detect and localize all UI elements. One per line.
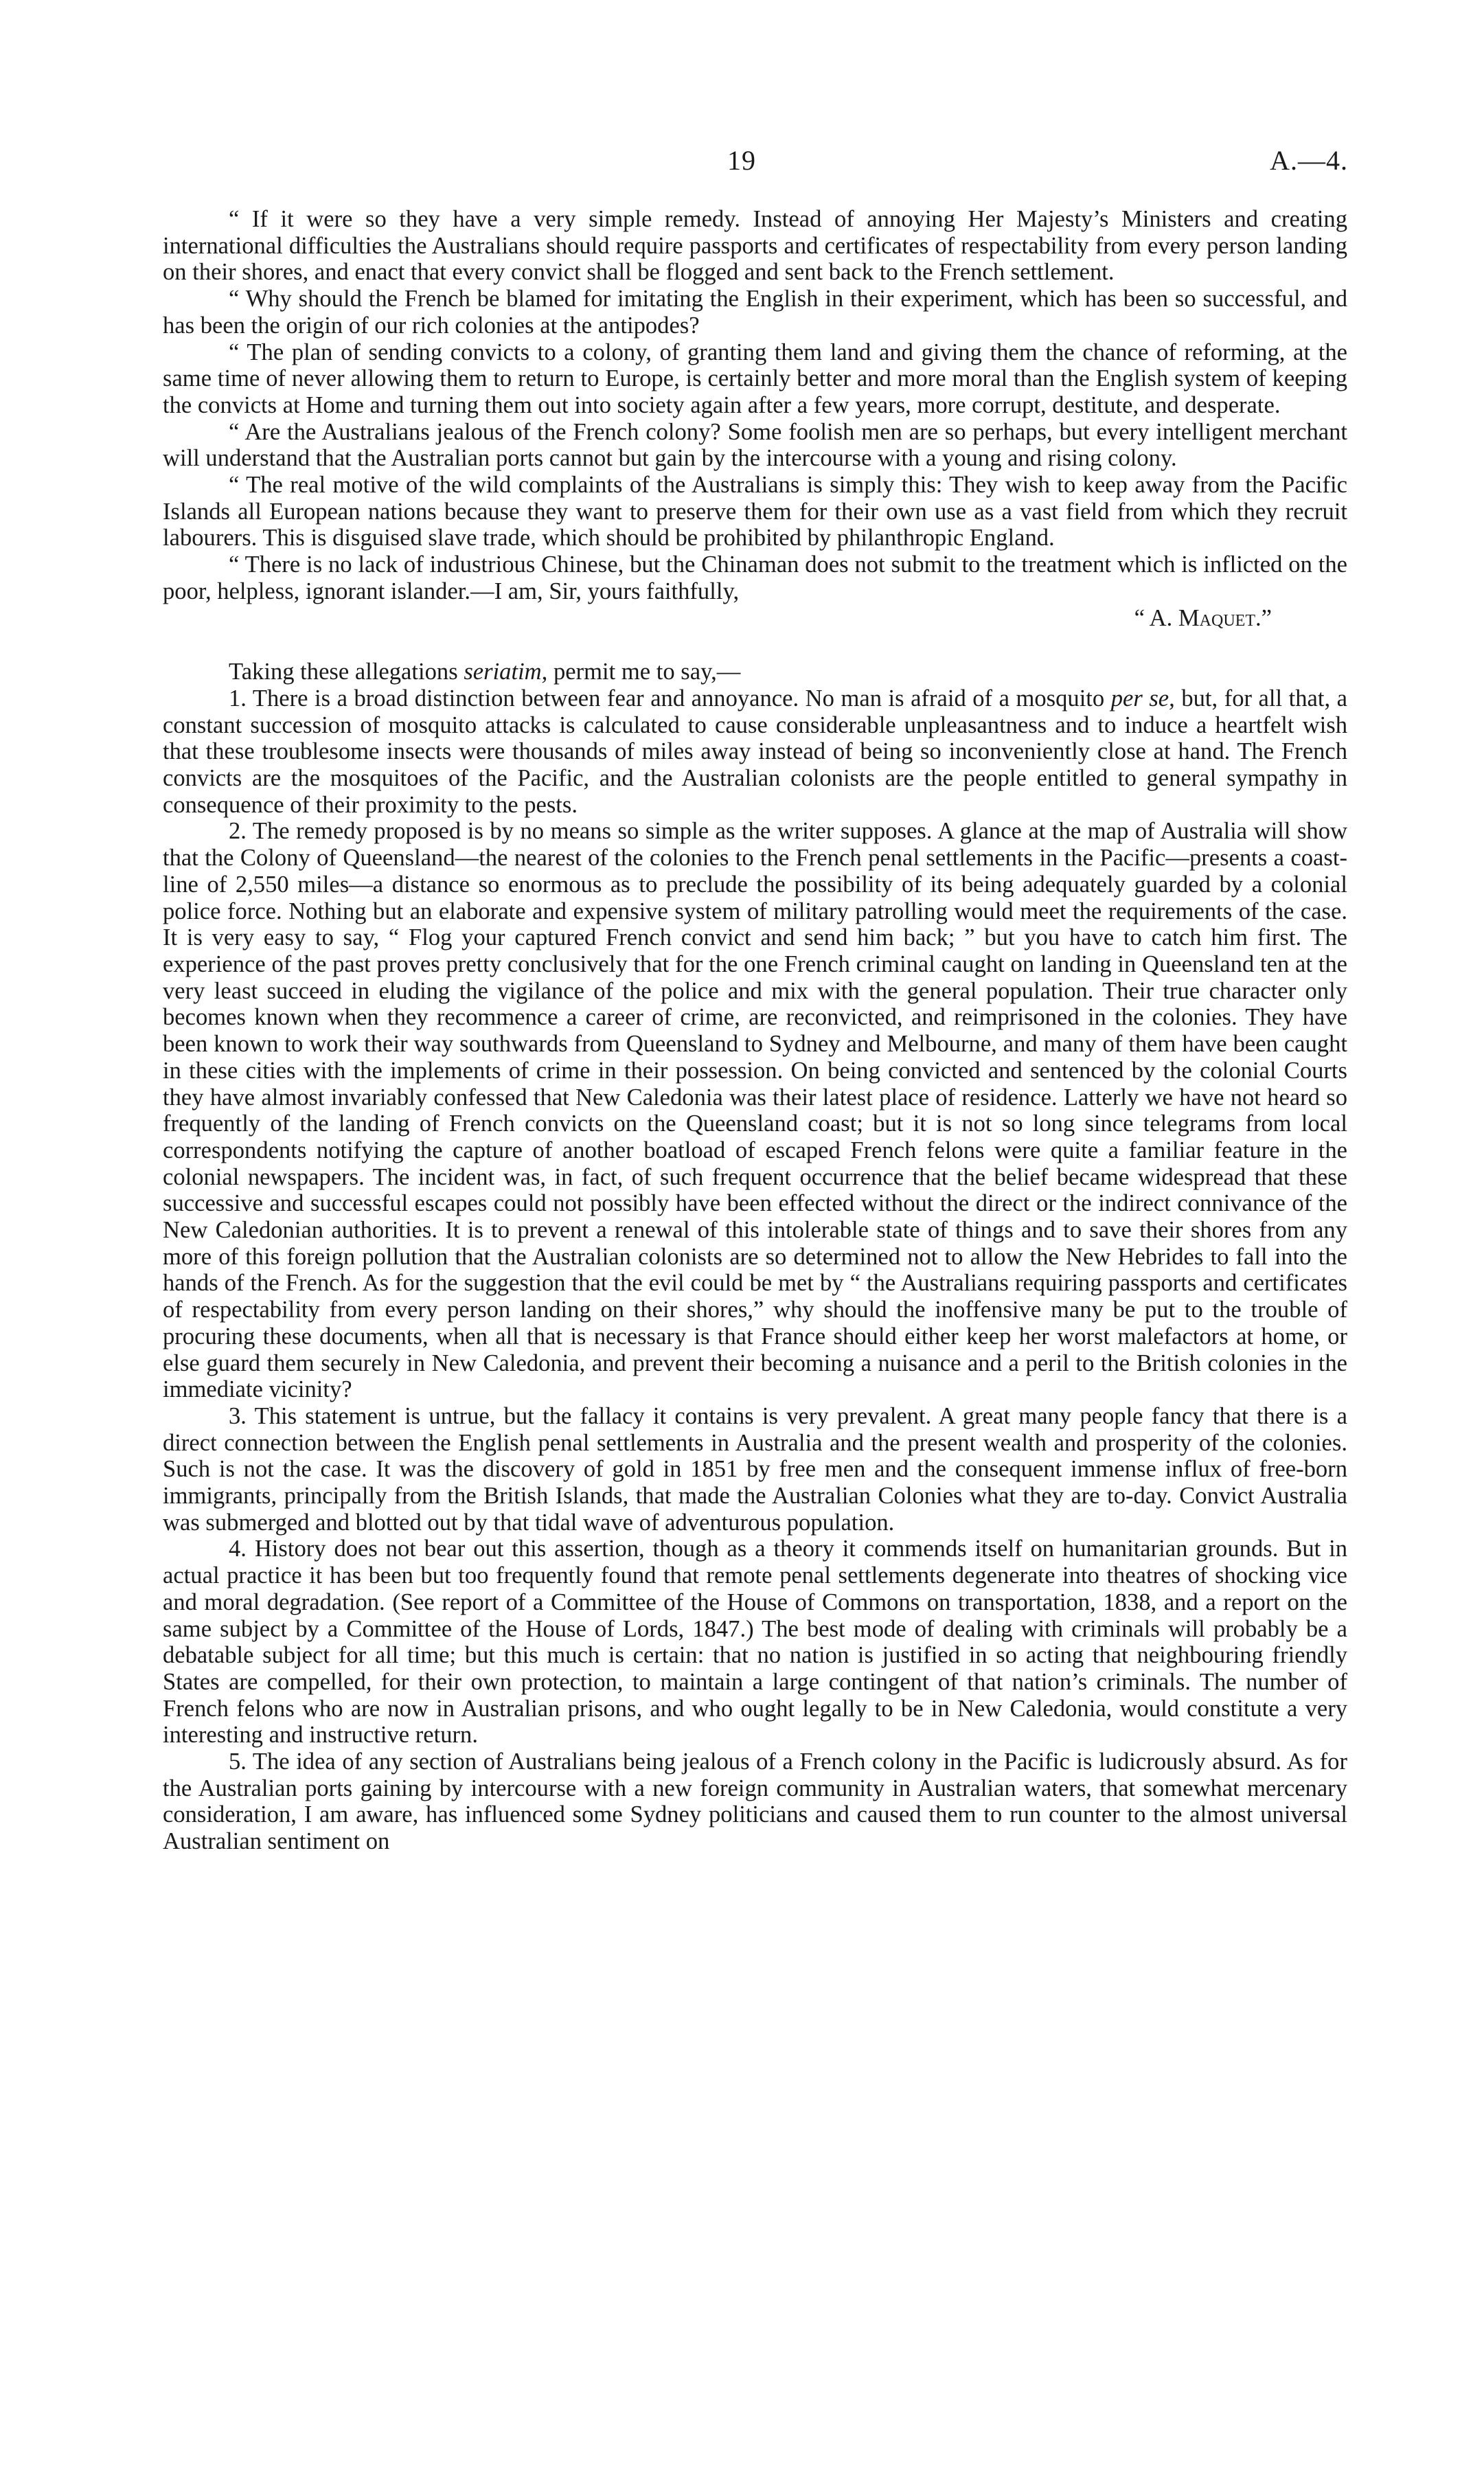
point-2: 2. The remedy proposed is by no means so simple as the writer supposes. A glance at the map of Australia will show that the Colony of Queensland—the nearest of the colonies to the French penal settlements in the Pacific—presents a coast-line of 2,550 miles—a distance so enormous as to preclude the possibility of its being adequately guarded by a colonial police force. Nothing but an elaborate and expensive system of military patrolling would meet the requirements of the case. It is very easy to say, “ Flog your captured French convict and send him back; ” but you have to catch him first. The experience of the past proves pretty conclusively that for the one French criminal caught on landing in Queensland ten at the very least succeed in eluding the vigilance of the police and mix with the general population. Their true character only becomes known when they recommence a career of crime, are reconvicted, and reimprisoned in the colonies. They have been known to work their way southwards from Queensland to Sydney and Melbourne, and many of them have been caught in these cities with the implements of crime in their possession. On being convicted and sentenced by the colonial Courts they have almost invariably confessed that New Caledonia was their latest place of residence. Latterly we have not heard so frequently of the landing of French convicts on the Queensland coast; but it is not so long since telegrams from local correspondents notifying the capture of another boatload of escaped French felons were quite a familiar feature in the colonial newspapers. The incident was, in fact, of such frequent occurrence that the belief became widespread that these successive and successful escapes could not possibly have been effected without the direct or the indirect connivance of the New Caledonian authorities. It is to prevent a renewal of this intolerable state of things and to save their shores from any more of this foreign pollution that the Australian colonists are so determined not to allow the New Hebrides to fall into the hands of the French. As for the suggestion that the evil could be met by “ the Australians requiring passports and certificates of respectability from every person landing on their shores,” why should the inoffensive many be put to the trouble of procuring these documents, when all that is necessary is that France should either keep her worst malefactors at home, or else guard them securely in New Caledonia, and prevent their becoming a nuisance and a peril to the British colonies in the immediate vicinity? bbox=[163, 818, 1347, 1403]
point-1-rest: but, for all that, a constant succession of mosquito attacks is calculated to cause considerable unpleasantness and to induce a heartfelt wish that these troublesome insects were thousands of miles away instead of being so inconveniently close at hand. The French convicts are the mosquitoes of the Pacific, and the Australian colonists are the people entitled to general sympathy in consequence of their proximity to the pests. bbox=[163, 685, 1348, 818]
quote-paragraph: “ Are the Australians jealous of the French colony? Some foolish men are so perhaps, but every intelligent merchant will understand that the Australian ports cannot but gain by the intercourse with a young and rising colony. bbox=[163, 418, 1347, 472]
point-5: 5. The idea of any section of Australians being jealous of a French colony in the Pacific is ludicrously absurd. As for the Australian ports gaining by intercourse with a new foreign community in Australian waters, that somewhat mercenary consideration, I am aware, has influenced some Sydney politicians and caused them to run counter to the almost universal Australian sentiment on bbox=[163, 1749, 1347, 1855]
quote-paragraph: “ If it were so they have a very simple remedy. Instead of annoying Her Majesty’s Ministers and creating international difficulties the Australians should require passports and certificates of respectability from every person landing on their shores, and enact that every convict shall be flogged and sent back to the French settlement. bbox=[163, 206, 1347, 286]
quote-paragraph: “ The plan of sending convicts to a colony, of granting them land and giving them the chance of reforming, at the same time of never allowing them to return to Europe, is certainly better and more moral than the English system of keeping the convicts at Home and turning them out into society again after a few years, more corrupt, destitute, and desperate. bbox=[163, 339, 1347, 418]
signature-text: “ A. Maquet.” bbox=[1134, 604, 1272, 631]
quote-paragraph: “ Why should the French be blamed for imitating the English in their experiment, which has been so successful, and has been the origin of our rich colonies at the antipodes? bbox=[163, 286, 1347, 339]
point-1 bbox=[163, 685, 1347, 819]
quote-paragraph: “ The real motive of the wild complaints of the Australians is simply this: They wish to keep away from the Pacific Islands all European nations because they want to preserve them for their own use as a vast field from which they recruit labourers. This is disguised slave trade, which should be prohibited by philanthropic England. bbox=[163, 472, 1347, 551]
body-text bbox=[163, 206, 1347, 1855]
letter-signature bbox=[163, 605, 1347, 632]
point-3: 3. This statement is untrue, but the fallacy it contains is very prevalent. A great many people fancy that there is a direct connection between the English penal settlements in Australia and the present wealth and prosperity of the colonies. Such is not the case. It was the discovery of gold in 1851 by free men and the consequent immense influx of free-born immigrants, principally from the British Islands, that made the Australian Colonies what they are to-day. Convict Australia was submerged and blotted out by that tidal wave of adventurous population. bbox=[163, 1402, 1347, 1536]
intro-text: Taking these allegations bbox=[229, 659, 464, 685]
response-intro bbox=[163, 659, 1347, 685]
page-number: 19 bbox=[727, 145, 756, 176]
point-1-italic: per se, bbox=[1110, 685, 1175, 711]
intro-text-end: permit me to say,— bbox=[547, 659, 741, 685]
point-4: 4. History does not bear out this assertion, though as a theory it commends itself on humanitarian grounds. But in actual practice it has been but too frequently found that remote penal settlements degenerate into theatres of shocking vice and moral degradation. (See report of a Committee of the House of Commons on transportation, 1838, and a report on the same subject by a Committee of the House of Lords, 1847.) The best mode of dealing with criminals will probably be a debatable subject for all time; but this much is certain: that no nation is justified in so acting that neighbouring friendly States are compelled, for their own protection, to maintain a large contingent of that nation’s criminals. The number of French felons who are now in Australian prisons, and who ought legally to be in New Caledonia, would constitute a very interesting and instructive return. bbox=[163, 1536, 1347, 1749]
document-reference: A.—4. bbox=[1270, 145, 1348, 176]
intro-italic: seriatim, bbox=[464, 659, 548, 685]
quote-paragraph: “ There is no lack of industrious Chinese, but the Chinaman does not submit to the treatment which is inflicted on the poor, helpless, ignorant islander.—I am, Sir, yours faithfully, bbox=[163, 551, 1347, 604]
point-1-start: 1. There is a broad distinction between fear and annoyance. No man is afraid of a mosquito bbox=[229, 685, 1111, 711]
